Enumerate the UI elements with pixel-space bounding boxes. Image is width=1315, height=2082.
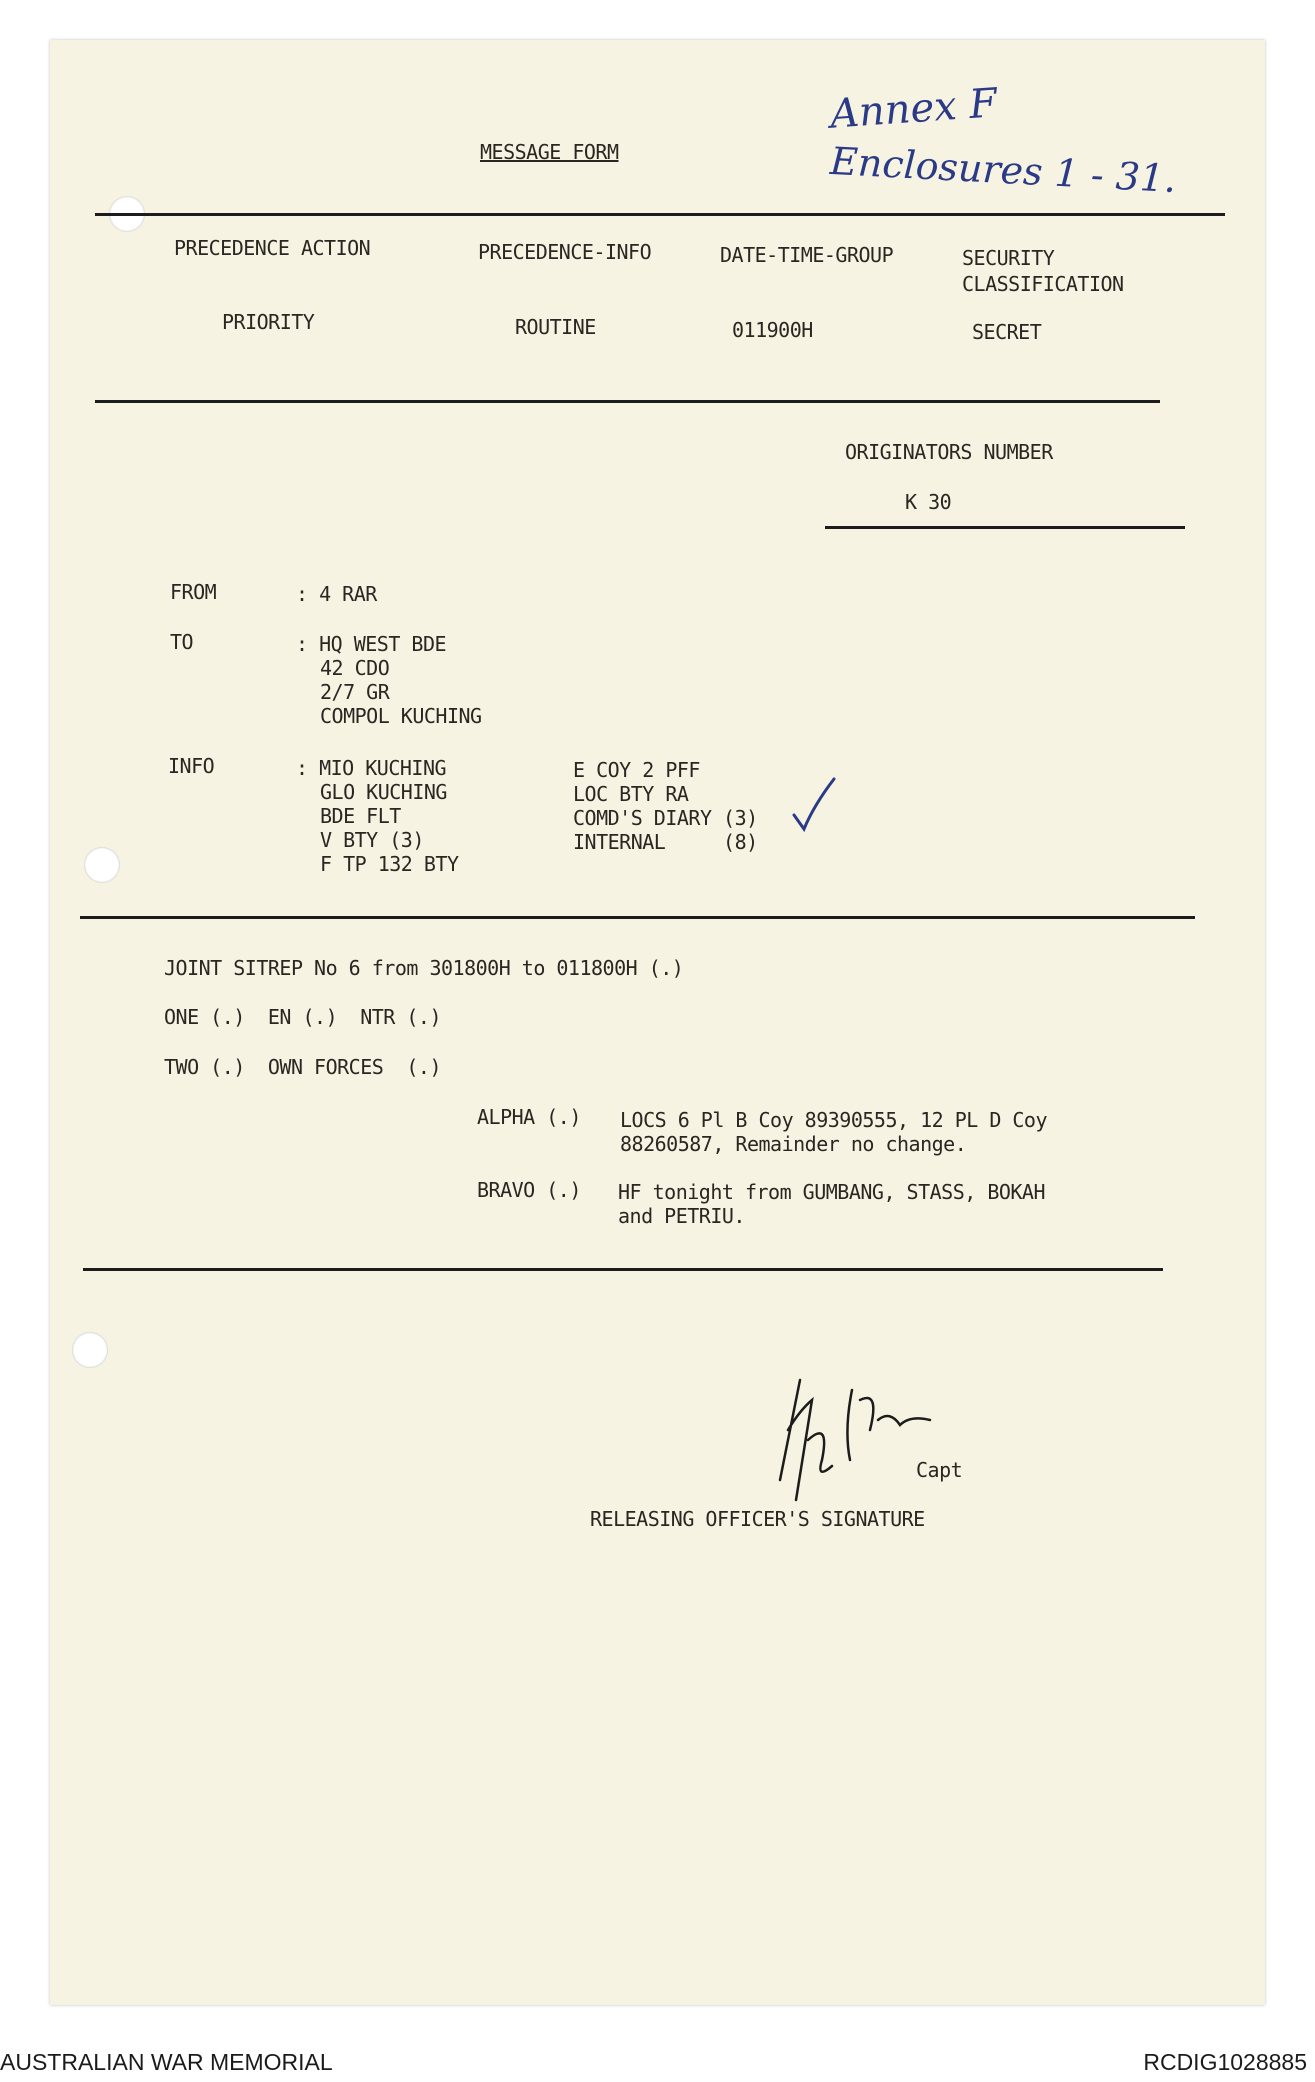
- originators-number-value: K 30: [905, 490, 952, 514]
- to-line-3: 2/7 GR: [320, 680, 390, 704]
- form-title: MESSAGE FORM: [480, 140, 619, 164]
- info-col1-line-5: F TP 132 BTY: [320, 852, 459, 876]
- info-col1-line-2: GLO KUCHING: [320, 780, 447, 804]
- signature-label: RELEASING OFFICER'S SIGNATURE: [590, 1507, 925, 1531]
- info-label: INFO: [168, 754, 215, 778]
- to-line-2: 42 CDO: [320, 656, 390, 680]
- security-classification-label: SECURITY CLASSIFICATION: [962, 246, 1124, 296]
- footer-record-id: RCDIG1028885: [1143, 2049, 1307, 2075]
- originator-rule: [825, 526, 1185, 529]
- address-bottom-rule: [80, 916, 1195, 919]
- info-col1-line-3: BDE FLT: [320, 804, 401, 828]
- handwritten-annex: Annex F: [828, 80, 999, 138]
- to-line-4: COMPOL KUCHING: [320, 704, 482, 728]
- info-col2-line-1: E COY 2 PFF: [573, 758, 700, 782]
- originators-number-label: ORIGINATORS NUMBER: [845, 440, 1053, 464]
- alpha-label: ALPHA (.): [477, 1105, 581, 1129]
- body-bottom-rule: [83, 1268, 1163, 1271]
- message-form-paper: [50, 40, 1265, 2005]
- precedence-action-label: PRECEDENCE ACTION: [174, 236, 371, 260]
- alpha-text: LOCS 6 Pl B Coy 89390555, 12 PL D Coy 88260587, Remainder no change.: [620, 1108, 1048, 1156]
- precedence-action-value: PRIORITY: [222, 310, 315, 334]
- sitrep-line: JOINT SITREP No 6 from 301800H to 011800H (.): [164, 956, 684, 980]
- officer-signature: [760, 1370, 940, 1510]
- handwritten-enclosures: Enclosures 1 - 31.: [829, 138, 1178, 202]
- footer-source: AUSTRALIAN WAR MEMORIAL: [0, 2049, 333, 2075]
- info-col1-line-1: : MIO KUCHING: [296, 756, 447, 780]
- precedence-info-value: ROUTINE: [515, 315, 596, 339]
- bravo-label: BRAVO (.): [477, 1178, 581, 1202]
- para-one-line: ONE (.) EN (.) NTR (.): [164, 1005, 441, 1029]
- to-label: TO: [170, 630, 194, 654]
- header-bottom-rule: [95, 400, 1160, 403]
- header-top-rule: [95, 213, 1225, 216]
- signature-rank: Capt: [916, 1458, 963, 1482]
- precedence-info-label: PRECEDENCE-INFO: [478, 240, 652, 264]
- date-time-group-value: 011900H: [732, 318, 813, 342]
- info-col2-line-3: COMD'S DIARY (3): [573, 806, 758, 830]
- para-two-line: TWO (.) OWN FORCES (.): [164, 1055, 441, 1079]
- checkmark-icon: [790, 775, 840, 835]
- info-col1-line-4: V BTY (3): [320, 828, 424, 852]
- from-label: FROM: [170, 580, 217, 604]
- bravo-text: HF tonight from GUMBANG, STASS, BOKAH and PETRIU.: [618, 1180, 1046, 1228]
- from-value: : 4 RAR: [296, 582, 377, 606]
- to-line-1: : HQ WEST BDE: [296, 632, 447, 656]
- security-classification-value: SECRET: [972, 320, 1042, 344]
- punch-hole-middle: [84, 847, 120, 883]
- info-col2-line-4: INTERNAL (8): [573, 830, 758, 854]
- info-col2-line-2: LOC BTY RA: [573, 782, 689, 806]
- punch-hole-bottom: [72, 1332, 108, 1368]
- date-time-group-label: DATE-TIME-GROUP: [720, 243, 894, 267]
